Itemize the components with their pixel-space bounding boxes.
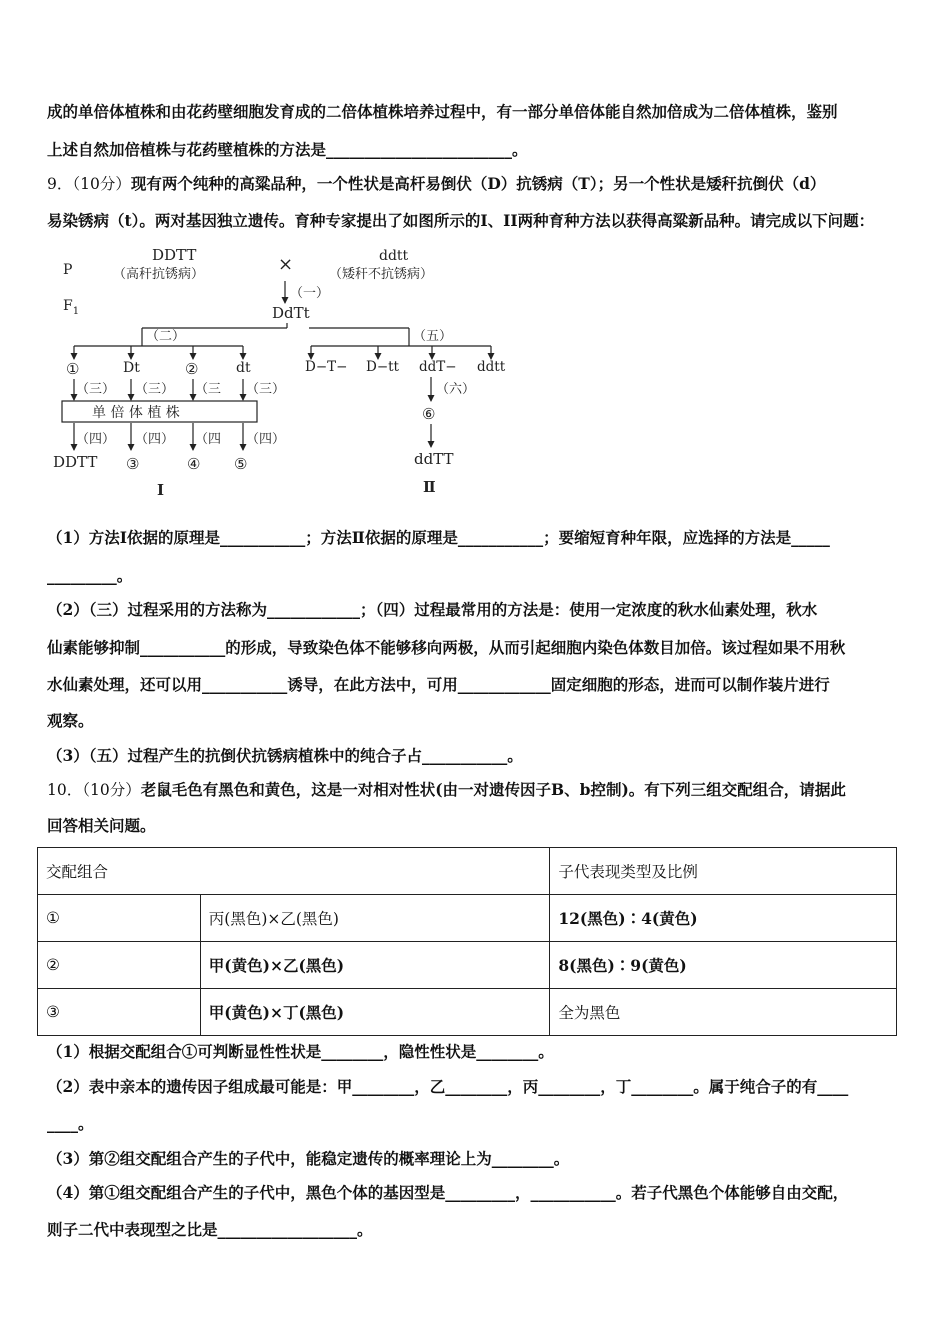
product-ddtt-pure: ddTT <box>414 450 454 468</box>
table-cell-id: ① <box>38 895 201 942</box>
text-line: 仙素能够抑制___________的形成，导致染色体不能够移向两极，从而引起细胞内染色体数目加倍。该过程如果不用秋 <box>47 638 846 657</box>
text-line: （4）第①组交配组合产生的子代中，黑色个体的基因型是_________，___________。若子代黑色个体能够自由交配， <box>47 1183 849 1202</box>
table-cell-result: 12(黑色)∶4(黄色) <box>550 895 897 942</box>
haploid-box-label: 单 倍 体 植 株 <box>92 405 180 421</box>
step-label-3: （三） <box>246 382 286 397</box>
table-cell-cross: 丙(黑色)×乙(黑色) <box>200 895 550 942</box>
table-cell-result: 8(黑色)∶9(黄色) <box>550 942 897 989</box>
gamete-label: Dt <box>123 360 140 376</box>
table-cell-cross: 甲(黄色)×乙(黑色) <box>200 942 550 989</box>
text-line: （3）第②组交配组合产生的子代中，能稳定遗传的概率理论上为________。 <box>47 1149 570 1168</box>
table-row <box>38 989 897 1036</box>
question-number: 9．（10分） <box>47 175 131 193</box>
table-cell-id: ② <box>38 942 201 989</box>
text-line: （2）表中亲本的遗传因子组成最可能是：甲________，乙________，丙________，丁________。属于纯合子的有____ <box>47 1077 849 1096</box>
question-text: 现有两个纯种的高粱品种，一个性状是高杆易倒伏（D）抗锈病（T）；另一个性状是矮秆抗倒伏（d） <box>130 174 826 193</box>
text-line: （3）（五）过程产生的抗倒伏抗锈病植株中的纯合子占___________。 <box>47 746 523 765</box>
f2-genotype: D−tt <box>366 359 399 375</box>
step-label-4: （四） <box>246 432 286 447</box>
table-cell-id: ③ <box>38 989 201 1036</box>
breeding-diagram <box>47 243 527 505</box>
parent2-description: （矮秆不抗锈病） <box>329 267 434 282</box>
text-line: （1）方法Ⅰ依据的原理是___________；方法Ⅱ依据的原理是___________；要缩短育种年限，应选择的方法是_____ <box>47 528 830 547</box>
product-label: DDTT <box>53 453 98 471</box>
text-line: 上述自然加倍植株与花药壁植株的方法是________________________。 <box>47 140 528 159</box>
gamete-label: ② <box>185 360 199 378</box>
question-number: 10．（10分） <box>47 781 141 799</box>
step-label-5: （五） <box>413 329 453 344</box>
method-label-i: I <box>157 481 165 499</box>
text-line: ____。 <box>47 1114 94 1133</box>
text-line: 观察。 <box>47 711 94 730</box>
f2-genotype: ddT− <box>419 359 457 375</box>
text-line: 成的单倍体植株和由花药壁细胞发育成的二倍体植株培养过程中，有一部分单倍体能自然加倍成为二倍体植株，鉴别 <box>47 102 838 121</box>
product-label: ③ <box>126 455 140 473</box>
step-label-4: （四） <box>76 432 116 447</box>
table-cell-result: 全为黑色 <box>550 989 897 1036</box>
text-line: _________。 <box>47 566 133 585</box>
text-line: （2）（三）过程采用的方法称为____________；（四）过程最常用的方法是：使用一定浓度的秋水仙素处理，秋水 <box>47 600 818 619</box>
generation-f1-label <box>63 298 79 317</box>
f1-genotype: DdTt <box>272 304 310 322</box>
f2-genotype: ddtt <box>477 359 506 375</box>
parent2-genotype: ddtt <box>379 248 409 264</box>
generation-p-label: P <box>63 262 73 278</box>
gamete-label: dt <box>236 360 251 376</box>
table-header: 子代表现类型及比例 <box>550 848 897 895</box>
question-9-intro <box>47 174 907 194</box>
text-line: 易染锈病（t）。两对基因独立遗传。育种专家提出了如图所示的I、II两种育种方法以获得高粱新品种。请完成以下问题： <box>47 211 875 230</box>
f2-genotype: D−T− <box>305 359 348 375</box>
step-label-3: （三） <box>135 382 175 397</box>
text-line: 水仙素处理，还可以用___________诱导，在此方法中，可用____________固定细胞的形态，进而可以制作装片进行 <box>47 675 830 694</box>
method-label-ii: Ⅱ <box>423 478 436 496</box>
gamete-label: ① <box>66 360 80 378</box>
mating-table <box>37 847 897 1036</box>
parent1-description: （高秆抗锈病） <box>113 267 205 282</box>
text-line: 则子二代中表现型之比是__________________。 <box>47 1220 373 1239</box>
step-label-4: （四） <box>135 432 175 447</box>
question-text: 老鼠毛色有黑色和黄色，这是一对相对性状(由一对遗传因子B、b控制)。有下列三组交配组合，请据此 <box>140 780 846 799</box>
step-label-4: （四 <box>195 432 222 447</box>
f1-letter: F <box>63 298 73 314</box>
f1-subscript: 1 <box>72 306 80 317</box>
product-label: ④ <box>187 455 201 473</box>
step-label-6: （六） <box>436 382 476 397</box>
table-header: 交配组合 <box>38 848 550 895</box>
product-six: ⑥ <box>422 405 436 423</box>
table-row <box>38 942 897 989</box>
step-label-3: （三 <box>195 382 222 397</box>
step-label-1: （一） <box>290 286 330 301</box>
table-cell-cross: 甲(黄色)×丁(黑色) <box>200 989 550 1036</box>
text-line: （1）根据交配组合①可判断显性性状是________，隐性性状是________。 <box>47 1042 554 1061</box>
product-label: ⑤ <box>234 455 248 473</box>
text-line: 回答相关问题。 <box>47 816 156 835</box>
table-row <box>38 895 897 942</box>
cross-symbol: × <box>278 254 294 275</box>
step-label-2: （二） <box>146 329 186 344</box>
table-header-row <box>38 848 897 895</box>
step-label-3: （三） <box>76 382 116 397</box>
parent1-genotype: DDTT <box>152 246 197 264</box>
question-10-intro <box>47 780 907 800</box>
